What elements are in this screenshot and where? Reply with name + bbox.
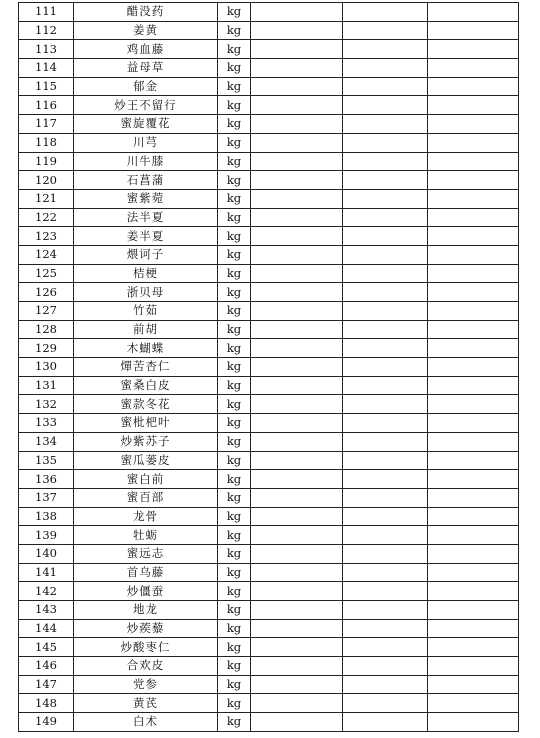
medicine-name: 浙贝母 [74,283,218,302]
row-number: 111 [19,3,74,22]
empty-cell [251,470,343,489]
empty-cell [428,414,519,433]
table-row [19,320,519,339]
row-number: 115 [19,77,74,96]
empty-cell [343,189,428,208]
unit-cell: kg [218,470,251,489]
unit-cell: kg [218,657,251,676]
unit-cell: kg [218,3,251,22]
table-row [19,133,519,152]
empty-cell [428,470,519,489]
empty-cell [428,40,519,59]
medicine-name: 龙骨 [74,507,218,526]
empty-cell [343,451,428,470]
medicine-name: 地龙 [74,601,218,620]
medicine-name: 郁金 [74,77,218,96]
row-number: 114 [19,59,74,78]
medicine-name: 蜜款冬花 [74,395,218,414]
empty-cell [428,302,519,321]
table-row [19,675,519,694]
medicine-name: 姜半夏 [74,227,218,246]
row-number: 147 [19,675,74,694]
empty-cell [251,601,343,620]
table-row [19,414,519,433]
row-number: 133 [19,414,74,433]
empty-cell [428,657,519,676]
empty-cell [343,320,428,339]
row-number: 146 [19,657,74,676]
empty-cell [343,133,428,152]
unit-cell: kg [218,582,251,601]
empty-cell [428,638,519,657]
table-row [19,208,519,227]
medicine-table [18,2,519,732]
row-number: 116 [19,96,74,115]
medicine-name: 前胡 [74,320,218,339]
medicine-name: 炒蒺藜 [74,619,218,638]
medicine-name: 川芎 [74,133,218,152]
medicine-name: 燀苦杏仁 [74,358,218,377]
row-number: 117 [19,115,74,134]
table-row [19,302,519,321]
row-number: 120 [19,171,74,190]
unit-cell: kg [218,283,251,302]
empty-cell [428,713,519,732]
empty-cell [251,227,343,246]
medicine-name: 蜜远志 [74,544,218,563]
empty-cell [428,619,519,638]
empty-cell [428,358,519,377]
medicine-name: 川牛膝 [74,152,218,171]
medicine-name: 牡蛎 [74,526,218,545]
row-number: 123 [19,227,74,246]
empty-cell [251,189,343,208]
unit-cell: kg [218,59,251,78]
row-number: 118 [19,133,74,152]
medicine-name: 炒王不留行 [74,96,218,115]
row-number: 143 [19,601,74,620]
row-number: 129 [19,339,74,358]
empty-cell [251,302,343,321]
empty-cell [251,115,343,134]
empty-cell [251,21,343,40]
medicine-name: 合欢皮 [74,657,218,676]
medicine-name: 煨诃子 [74,245,218,264]
unit-cell: kg [218,451,251,470]
unit-cell: kg [218,713,251,732]
table-row [19,115,519,134]
empty-cell [343,152,428,171]
table-row [19,451,519,470]
empty-cell [251,657,343,676]
empty-cell [343,227,428,246]
empty-cell [251,526,343,545]
table-row [19,395,519,414]
empty-cell [428,320,519,339]
unit-cell: kg [218,133,251,152]
table-row [19,619,519,638]
row-number: 137 [19,488,74,507]
row-number: 113 [19,40,74,59]
empty-cell [343,544,428,563]
medicine-table-body [19,3,519,732]
medicine-table-sheet [18,2,519,732]
empty-cell [428,264,519,283]
row-number: 149 [19,713,74,732]
medicine-name: 党参 [74,675,218,694]
empty-cell [343,657,428,676]
unit-cell: kg [218,432,251,451]
table-row [19,358,519,377]
empty-cell [343,3,428,22]
empty-cell [343,208,428,227]
unit-cell: kg [218,526,251,545]
row-number: 130 [19,358,74,377]
empty-cell [343,488,428,507]
empty-cell [343,96,428,115]
empty-cell [428,245,519,264]
row-number: 126 [19,283,74,302]
empty-cell [343,414,428,433]
unit-cell: kg [218,171,251,190]
medicine-name: 蜜瓜蒌皮 [74,451,218,470]
empty-cell [251,77,343,96]
row-number: 139 [19,526,74,545]
empty-cell [343,376,428,395]
empty-cell [251,171,343,190]
empty-cell [428,3,519,22]
empty-cell [428,488,519,507]
medicine-name: 醋没药 [74,3,218,22]
unit-cell: kg [218,227,251,246]
unit-cell: kg [218,264,251,283]
unit-cell: kg [218,619,251,638]
row-number: 144 [19,619,74,638]
table-row [19,507,519,526]
unit-cell: kg [218,152,251,171]
row-number: 141 [19,563,74,582]
empty-cell [428,171,519,190]
empty-cell [343,302,428,321]
empty-cell [343,526,428,545]
unit-cell: kg [218,21,251,40]
empty-cell [428,152,519,171]
unit-cell: kg [218,638,251,657]
table-row [19,657,519,676]
row-number: 122 [19,208,74,227]
empty-cell [428,59,519,78]
medicine-name: 蜜紫菀 [74,189,218,208]
empty-cell [428,526,519,545]
medicine-name: 益母草 [74,59,218,78]
empty-cell [251,694,343,713]
unit-cell: kg [218,675,251,694]
table-row [19,526,519,545]
empty-cell [251,488,343,507]
empty-cell [343,264,428,283]
empty-cell [251,96,343,115]
empty-cell [251,133,343,152]
empty-cell [251,245,343,264]
table-row [19,694,519,713]
empty-cell [251,40,343,59]
empty-cell [343,21,428,40]
unit-cell: kg [218,395,251,414]
row-number: 119 [19,152,74,171]
empty-cell [343,563,428,582]
empty-cell [343,470,428,489]
unit-cell: kg [218,208,251,227]
table-row [19,582,519,601]
medicine-name: 白术 [74,713,218,732]
empty-cell [251,619,343,638]
table-row [19,601,519,620]
row-number: 135 [19,451,74,470]
empty-cell [251,563,343,582]
empty-cell [251,3,343,22]
table-row [19,544,519,563]
unit-cell: kg [218,694,251,713]
empty-cell [343,40,428,59]
empty-cell [428,189,519,208]
empty-cell [251,152,343,171]
empty-cell [428,432,519,451]
row-number: 127 [19,302,74,321]
medicine-name: 首乌藤 [74,563,218,582]
empty-cell [428,133,519,152]
empty-cell [428,675,519,694]
table-row [19,339,519,358]
empty-cell [343,432,428,451]
empty-cell [251,358,343,377]
empty-cell [251,376,343,395]
empty-cell [428,339,519,358]
table-row [19,3,519,22]
row-number: 112 [19,21,74,40]
empty-cell [251,395,343,414]
table-row [19,376,519,395]
empty-cell [428,376,519,395]
empty-cell [251,675,343,694]
medicine-name: 炒僵蚕 [74,582,218,601]
row-number: 121 [19,189,74,208]
empty-cell [343,638,428,657]
empty-cell [251,451,343,470]
empty-cell [343,713,428,732]
table-row [19,96,519,115]
empty-cell [428,227,519,246]
medicine-name: 蜜枇杷叶 [74,414,218,433]
unit-cell: kg [218,339,251,358]
unit-cell: kg [218,40,251,59]
empty-cell [428,544,519,563]
empty-cell [428,563,519,582]
medicine-name: 竹茹 [74,302,218,321]
table-row [19,488,519,507]
empty-cell [428,582,519,601]
empty-cell [251,264,343,283]
empty-cell [343,77,428,96]
unit-cell: kg [218,544,251,563]
empty-cell [428,283,519,302]
medicine-name: 姜黄 [74,21,218,40]
empty-cell [343,582,428,601]
row-number: 136 [19,470,74,489]
unit-cell: kg [218,563,251,582]
unit-cell: kg [218,488,251,507]
row-number: 142 [19,582,74,601]
unit-cell: kg [218,96,251,115]
table-row [19,227,519,246]
medicine-name: 炒酸枣仁 [74,638,218,657]
empty-cell [251,59,343,78]
empty-cell [251,713,343,732]
unit-cell: kg [218,302,251,321]
table-row [19,264,519,283]
unit-cell: kg [218,507,251,526]
empty-cell [251,283,343,302]
table-row [19,40,519,59]
empty-cell [251,638,343,657]
empty-cell [343,59,428,78]
row-number: 124 [19,245,74,264]
empty-cell [343,171,428,190]
medicine-name: 木蝴蝶 [74,339,218,358]
row-number: 140 [19,544,74,563]
table-row [19,638,519,657]
empty-cell [251,544,343,563]
empty-cell [251,320,343,339]
empty-cell [428,96,519,115]
table-row [19,283,519,302]
table-row [19,713,519,732]
table-row [19,59,519,78]
medicine-name: 鸡血藤 [74,40,218,59]
row-number: 132 [19,395,74,414]
row-number: 145 [19,638,74,657]
row-number: 131 [19,376,74,395]
empty-cell [428,21,519,40]
empty-cell [428,694,519,713]
empty-cell [428,507,519,526]
empty-cell [251,414,343,433]
medicine-name: 蜜桑白皮 [74,376,218,395]
empty-cell [428,77,519,96]
unit-cell: kg [218,320,251,339]
empty-cell [343,339,428,358]
medicine-name: 蜜旋覆花 [74,115,218,134]
empty-cell [343,115,428,134]
unit-cell: kg [218,376,251,395]
empty-cell [343,619,428,638]
empty-cell [251,432,343,451]
empty-cell [251,339,343,358]
empty-cell [428,115,519,134]
empty-cell [343,245,428,264]
empty-cell [343,507,428,526]
unit-cell: kg [218,358,251,377]
empty-cell [343,601,428,620]
empty-cell [343,694,428,713]
table-row [19,77,519,96]
row-number: 148 [19,694,74,713]
table-row [19,189,519,208]
table-row [19,171,519,190]
empty-cell [343,675,428,694]
unit-cell: kg [218,414,251,433]
row-number: 134 [19,432,74,451]
medicine-name: 炒紫苏子 [74,432,218,451]
empty-cell [343,358,428,377]
empty-cell [428,208,519,227]
medicine-name: 蜜百部 [74,488,218,507]
medicine-name: 石菖蒲 [74,171,218,190]
empty-cell [428,395,519,414]
table-row [19,21,519,40]
empty-cell [428,601,519,620]
row-number: 128 [19,320,74,339]
empty-cell [251,582,343,601]
unit-cell: kg [218,77,251,96]
table-row [19,152,519,171]
medicine-name: 法半夏 [74,208,218,227]
empty-cell [428,451,519,470]
empty-cell [251,507,343,526]
unit-cell: kg [218,115,251,134]
row-number: 138 [19,507,74,526]
empty-cell [343,395,428,414]
table-row [19,432,519,451]
unit-cell: kg [218,245,251,264]
table-row [19,470,519,489]
table-row [19,563,519,582]
empty-cell [251,208,343,227]
medicine-name: 蜜白前 [74,470,218,489]
unit-cell: kg [218,601,251,620]
table-row [19,245,519,264]
row-number: 125 [19,264,74,283]
medicine-name: 黄芪 [74,694,218,713]
empty-cell [343,283,428,302]
unit-cell: kg [218,189,251,208]
medicine-name: 桔梗 [74,264,218,283]
